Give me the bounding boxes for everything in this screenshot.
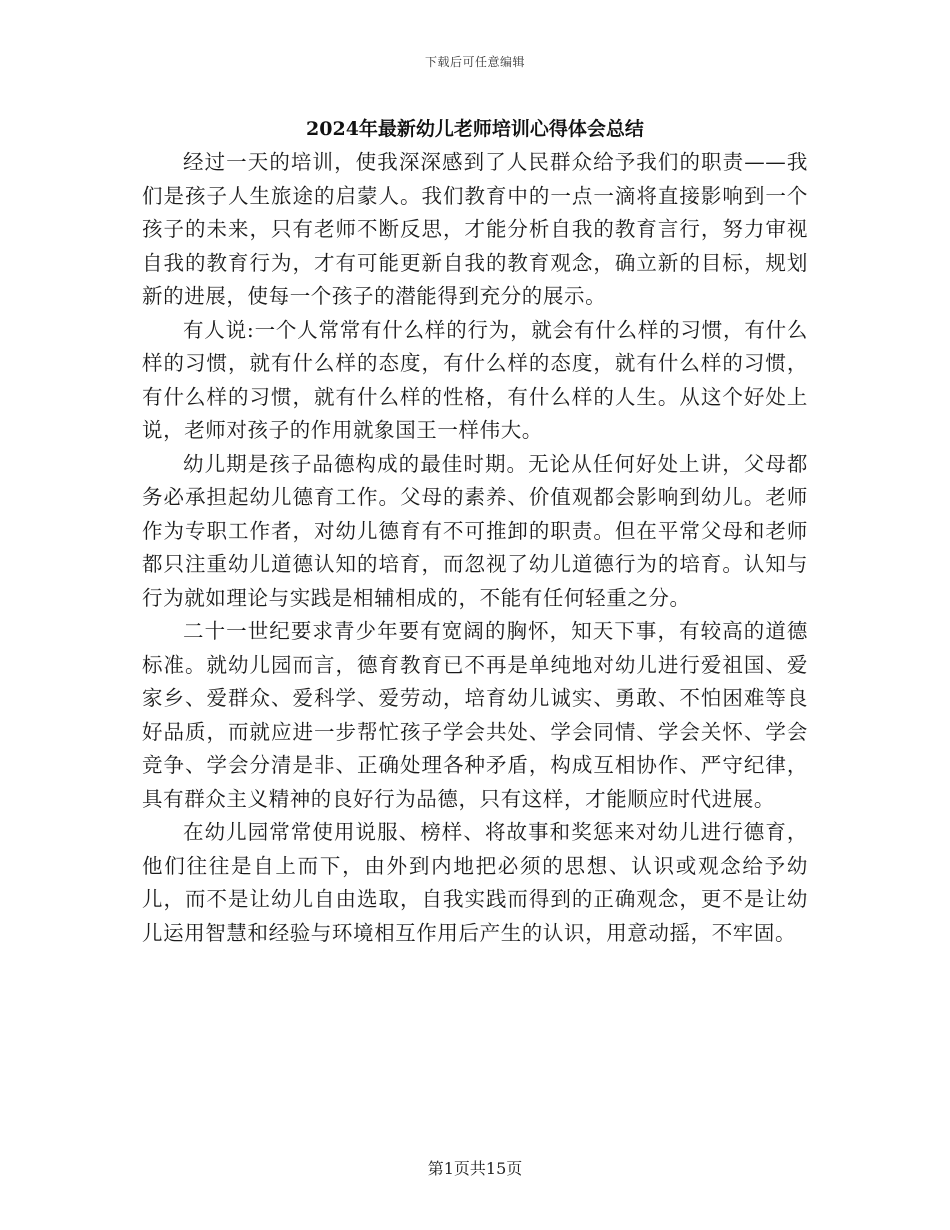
page-indicator: 第1页共15页	[427, 1159, 523, 1178]
document-body	[142, 146, 808, 950]
document-title: 2024年最新幼儿老师培训心得体会总结	[306, 118, 644, 140]
paragraph: 经过一天的培训，使我深深感到了人民群众给予我们的职责——我们是孩子人生旅途的启蒙人。我们教育中的一点一滴将直接影响到一个孩子的未来，只有老师不断反思，才能分析自我的教育言行，努力审视自我的教育行为，才有可能更新自我的教育观念，确立新的目标，规划新的进展，使每一个孩子的潜能得到充分的展示。	[142, 150, 808, 308]
paragraph: 在幼儿园常常使用说服、榜样、将故事和奖惩来对幼儿进行德育，他们往往是自上而下，由外到内地把必须的思想、认识或观念给予幼儿，而不是让幼儿自由选取，自我实践而得到的正确观念，更不是让幼儿运用智慧和经验与环境相互作用后产生的认识，用意动摇，不牢固。	[142, 820, 808, 945]
paragraph: 有人说:一个人常常有什么样的行为，就会有什么样的习惯，有什么样的习惯，就有什么样的态度，有什么样的态度，就有什么样的习惯，有什么样的习惯，就有什么样的性格，有什么样的人生。从这个好处上说，老师对孩子的作用就象国王一样伟大。	[142, 317, 808, 442]
paragraph: 二十一世纪要求青少年要有宽阔的胸怀，知天下事，有较高的道德标准。就幼儿园而言，德育教育已不再是单纯地对幼儿进行爱祖国、爱家乡、爱群众、爱科学、爱劳动，培育幼儿诚实、勇敢、不怕困难等良好品质，而就应进一步帮忙孩子学会共处、学会同情、学会关怀、学会竞争、学会分清是非、正确处理各种矛盾，构成互相协作、严守纪律，具有群众主义精神的良好行为品德，只有这样，才能顺应时代进展。	[142, 619, 808, 811]
header-note: 下载后可任意编辑	[424, 55, 525, 69]
paragraph: 幼儿期是孩子品德构成的最佳时期。无论从任何好处上讲，父母都务必承担起幼儿德育工作。父母的素养、价值观都会影响到幼儿。老师作为专职工作者，对幼儿德育有不可推卸的职责。但在平常父母和老师都只注重幼儿道德认知的培育，而忽视了幼儿道德行为的培育。认知与行为就如理论与实践是相辅相成的，不能有任何轻重之分。	[142, 451, 808, 610]
